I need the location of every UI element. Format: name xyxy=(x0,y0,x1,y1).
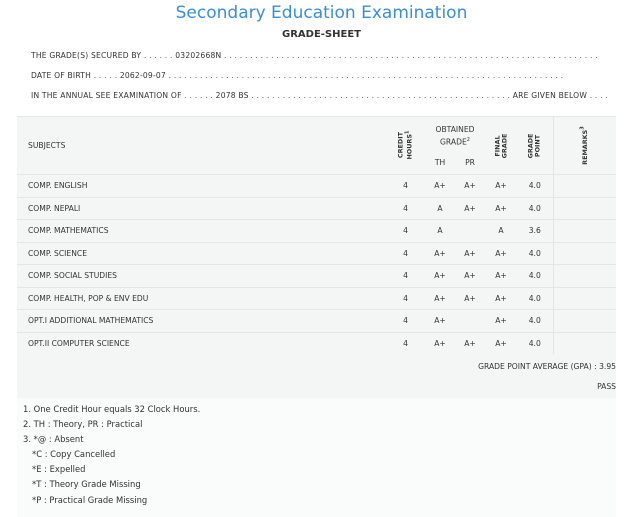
grade-sheet-heading: GRADE-SHEET xyxy=(282,29,361,40)
grade-secured-line: THE GRADE(S) SECURED BY . . . . . . 03202668N . . . . . . . . . . . . . . . . . . . . . . . . . . . . . . . . . . . . . . . . . . . . . . . . . . . . . . . . . . . . . . . . . . . . . . . . xyxy=(31,51,598,60)
note-item: *T : Theory Grade Missing xyxy=(32,479,141,489)
final-grade-cell: A+ xyxy=(485,287,517,310)
remarks-cell xyxy=(553,175,616,198)
subject-cell: COMP. MATHEMATICS xyxy=(17,220,386,243)
th-grade-cell: A+ xyxy=(425,265,455,288)
th-grade-cell: A xyxy=(425,197,455,220)
final-grade-cell: A+ xyxy=(485,332,517,354)
pr-grade-cell: A+ xyxy=(455,242,485,265)
table-row xyxy=(17,310,616,333)
remarks-cell xyxy=(553,265,616,288)
note-item: 2. TH : Theory, PR : Practical xyxy=(23,419,143,429)
exam-year: 2078 BS xyxy=(215,91,249,100)
subject-cell: COMP. NEPALI xyxy=(17,197,386,220)
pr-header: PR xyxy=(465,158,475,167)
note-item: *E : Expelled xyxy=(32,464,86,474)
table-row xyxy=(17,175,616,198)
gpa-value: 3.95 xyxy=(599,362,616,371)
final-grade-cell: A+ xyxy=(485,197,517,220)
remarks-cell xyxy=(553,242,616,265)
result-status: PASS xyxy=(597,382,616,391)
gpa-label: GRADE POINT AVERAGE (GPA) : xyxy=(478,362,597,371)
th-grade-cell: A+ xyxy=(425,242,455,265)
final-grade-cell: A+ xyxy=(485,242,517,265)
th-grade-cell: A+ xyxy=(425,332,455,354)
final-grade-cell: A+ xyxy=(485,265,517,288)
final-grade-cell: A+ xyxy=(485,310,517,333)
th-grade-cell: A+ xyxy=(425,310,455,333)
grade-point-cell: 4.0 xyxy=(517,332,553,354)
final-grade-cell: A+ xyxy=(485,175,517,198)
table-row xyxy=(17,242,616,265)
credit-cell: 4 xyxy=(386,332,425,354)
grade-point-cell: 4.0 xyxy=(517,175,553,198)
notes-panel xyxy=(17,398,616,517)
final-grade-cell: A xyxy=(485,220,517,243)
pr-grade-cell: A+ xyxy=(455,197,485,220)
remarks-cell xyxy=(553,220,616,243)
grade-point-cell: 4.0 xyxy=(517,197,553,220)
credit-cell: 4 xyxy=(386,242,425,265)
subject-cell: OPT.II COMPUTER SCIENCE xyxy=(17,332,386,354)
credit-cell: 4 xyxy=(386,175,425,198)
subject-cell: COMP. SCIENCE xyxy=(17,242,386,265)
grade-point-cell: 3.6 xyxy=(517,220,553,243)
table-row xyxy=(17,220,616,243)
dob-value: 2062-09-07 xyxy=(119,71,166,80)
note-item: 3. *@ : Absent xyxy=(23,434,84,444)
obtained-grade-header: OBTAINED GRADE$^2$ xyxy=(425,117,485,152)
pr-grade-cell xyxy=(455,310,485,333)
pr-grade-cell: A+ xyxy=(455,175,485,198)
given-below-label: ARE GIVEN BELOW xyxy=(512,91,588,100)
remarks-cell xyxy=(553,197,616,220)
pr-grade-cell xyxy=(455,220,485,243)
th-grade-cell: A xyxy=(425,220,455,243)
credit-hours-header: CREDIT HOURS$^1$ xyxy=(386,117,425,175)
remarks-cell xyxy=(553,287,616,310)
grades-body xyxy=(17,175,616,355)
remarks-cell xyxy=(553,310,616,333)
symbol-number: 03202668N xyxy=(175,51,222,60)
credit-cell: 4 xyxy=(386,310,425,333)
grades-table xyxy=(17,116,616,354)
credit-cell: 4 xyxy=(386,197,425,220)
credit-cell: 4 xyxy=(386,265,425,288)
exam-label: IN THE ANNUAL SEE EXAMINATION OF xyxy=(31,91,182,100)
gpa-line xyxy=(478,362,616,371)
grade-point-cell: 4.0 xyxy=(517,310,553,333)
pr-grade-cell: A+ xyxy=(455,287,485,310)
remarks-header: REMARKS$^3$ xyxy=(553,117,616,175)
grade-secured-label: THE GRADE(S) SECURED BY xyxy=(31,51,142,60)
subject-cell: COMP. ENGLISH xyxy=(17,175,386,198)
credit-cell: 4 xyxy=(386,220,425,243)
note-item: 1. One Credit Hour equals 32 Clock Hours. xyxy=(23,404,201,414)
dob-label: DATE OF BIRTH xyxy=(31,71,92,80)
grade-point-header: GRADE POINT xyxy=(517,117,553,175)
table-row xyxy=(17,332,616,354)
exam-title: Secondary Education Examination xyxy=(175,3,468,23)
table-row xyxy=(17,265,616,288)
th-grade-cell: A+ xyxy=(425,175,455,198)
credit-cell: 4 xyxy=(386,287,425,310)
dob-line: DATE OF BIRTH . . . . . 2062-09-07 . . . . . . . . . . . . . . . . . . . . . . . . . . . . . . . . . . . . . . . . . . . . . . . . . . . . . . . . . . . . . . . . . . . . . . . . . . . . xyxy=(31,71,564,80)
grade-point-cell: 4.0 xyxy=(517,265,553,288)
subject-cell: COMP. HEALTH, POP & ENV EDU xyxy=(17,287,386,310)
subject-cell: COMP. SOCIAL STUDIES xyxy=(17,265,386,288)
subjects-header: SUBJECTS xyxy=(17,117,386,175)
remarks-cell xyxy=(553,332,616,354)
final-grade-header: FINAL GRADE xyxy=(485,117,517,175)
grade-point-cell: 4.0 xyxy=(517,242,553,265)
note-item: *C : Copy Cancelled xyxy=(32,449,116,459)
note-item: *P : Practical Grade Missing xyxy=(32,495,148,505)
th-grade-cell: A+ xyxy=(425,287,455,310)
exam-line: IN THE ANNUAL SEE EXAMINATION OF . . . . . . 2078 BS . . . . . . . . . . . . . . . . . . . . . . . . . . . . . . . . . . . . . . . . . . . . . . . . . . ARE GIVEN BELOW . . . . xyxy=(31,91,608,100)
table-row xyxy=(17,287,616,310)
th-header: TH xyxy=(434,158,446,167)
table-row xyxy=(17,197,616,220)
pr-grade-cell: A+ xyxy=(455,332,485,354)
subject-cell: OPT.I ADDITIONAL MATHEMATICS xyxy=(17,310,386,333)
grade-point-cell: 4.0 xyxy=(517,287,553,310)
pr-grade-cell: A+ xyxy=(455,265,485,288)
table-header-row xyxy=(17,117,616,152)
